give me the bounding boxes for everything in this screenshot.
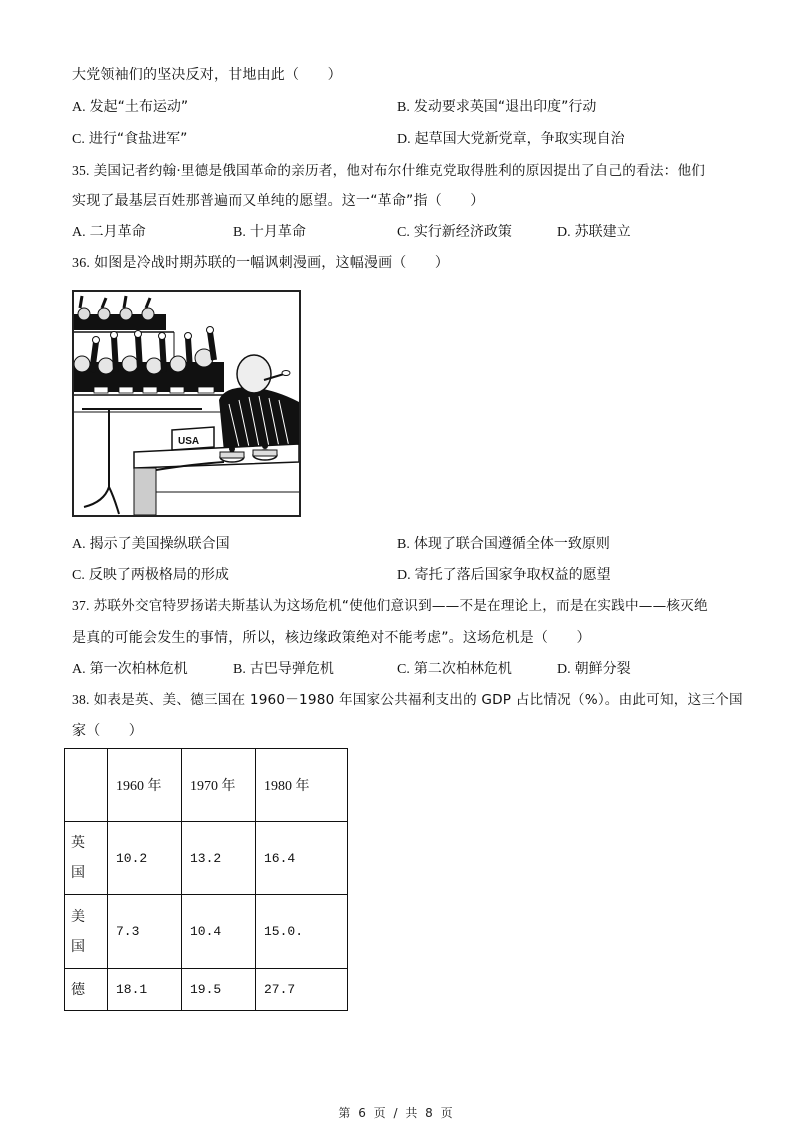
option-text: 第二次柏林危机 [413, 661, 512, 677]
value-cell: 27.7 [256, 969, 348, 1011]
question-number: 35. [72, 163, 90, 178]
option-text: 朝鲜分裂 [574, 661, 631, 677]
stem-text: 美国记者约翰·里德是俄国革命的亲历者，他对布尔什维克党取得胜利的原因提出了自己的看法：他们 [93, 163, 706, 179]
q36-option-d[interactable] [397, 566, 611, 585]
option-letter: A. [72, 225, 86, 240]
option-text: 进行“食盐进军” [88, 131, 188, 147]
option-text: 第一次柏林危机 [89, 661, 188, 677]
option-text: 揭示了美国操纵联合国 [89, 536, 230, 552]
q34-option-a[interactable] [72, 98, 188, 117]
option-text: 发动要求英国“退出印度”行动 [413, 99, 597, 115]
q36-stem [72, 254, 449, 273]
value-cell: 19.5 [182, 969, 256, 1011]
option-letter: D. [397, 132, 411, 147]
value-cell: 10.2 [108, 822, 182, 895]
q35-stem-line1 [72, 162, 705, 180]
country-char: 德 [71, 981, 85, 998]
q35-stem-line2: 实现了最基层百姓那普遍而又单纯的愿望。这一“革命”指（ ） [72, 193, 485, 209]
q34-option-b[interactable] [397, 98, 596, 117]
q36-option-a[interactable] [72, 535, 230, 554]
q37-option-d[interactable] [557, 660, 631, 679]
option-letter: C. [397, 662, 410, 677]
q37-option-a[interactable] [72, 660, 188, 679]
q36-option-b[interactable] [397, 535, 610, 554]
usa-nameplate [172, 427, 214, 450]
option-letter: B. [233, 225, 246, 240]
option-letter: D. [557, 662, 571, 677]
table-header-cell [65, 749, 108, 822]
option-letter: C. [72, 132, 85, 147]
option-text: 发起“土布运动” [89, 99, 189, 115]
q37-stem-line1 [72, 597, 708, 615]
option-letter: A. [72, 662, 86, 677]
table-header-row [65, 749, 348, 822]
option-letter: C. [72, 568, 85, 583]
value-cell: 16.4 [256, 822, 348, 895]
stem-text: 如表是英、美、德三国在 1960－1980 年国家公共福利支出的 GDP 占比情况（%）。由此可知，这三个国 [93, 692, 743, 708]
stem-text: 如图是冷战时期苏联的一幅讽刺漫画，这幅漫画（ ） [94, 255, 450, 271]
option-text: 实行新经济政策 [413, 224, 512, 240]
q34-option-c[interactable] [72, 130, 187, 149]
option-letter: B. [397, 100, 410, 115]
country-cell [65, 895, 108, 969]
q35-option-a[interactable] [72, 223, 146, 242]
q34-option-d[interactable] [397, 130, 625, 149]
q35-option-d[interactable] [557, 223, 631, 242]
stem-text: 苏联外交官特罗扬诺夫斯基认为这场危机“使他们意识到——不是在理论上，而是在实践中——核灭绝 [93, 598, 708, 614]
option-text: 起草国大党新党章，争取实现自治 [414, 131, 625, 147]
value-cell: 13.2 [182, 822, 256, 895]
option-text: 二月革命 [89, 224, 146, 240]
q37-stem-line2: 是真的可能会发生的事情，所以，核边缘政策绝对不能考虑”。这场危机是（ ） [72, 630, 591, 646]
q37-option-c[interactable] [397, 660, 512, 679]
q36-option-c[interactable] [72, 566, 229, 585]
question-number: 37. [72, 598, 90, 613]
option-text: 苏联建立 [574, 224, 631, 240]
table-row [65, 895, 348, 969]
option-text: 反映了两极格局的形成 [88, 567, 229, 583]
satirical-cartoon-image [72, 290, 301, 517]
option-text: 十月革命 [249, 224, 306, 240]
option-letter: D. [557, 225, 571, 240]
option-letter: A. [72, 100, 86, 115]
table-row [65, 969, 348, 1011]
option-letter: D. [397, 568, 411, 583]
country-char: 美 [71, 908, 85, 925]
country-char: 国 [71, 938, 85, 955]
country-cell [65, 969, 108, 1011]
option-letter: C. [397, 225, 410, 240]
option-text: 寄托了落后国家争取权益的愿望 [414, 567, 611, 583]
value-cell: 10.4 [182, 895, 256, 969]
q38-stem-line1 [72, 691, 743, 709]
question-number: 38. [72, 692, 90, 707]
option-text: 古巴导弹危机 [249, 661, 334, 677]
value-cell: 7.3 [108, 895, 182, 969]
q35-option-b[interactable] [233, 223, 306, 242]
value-cell: 18.1 [108, 969, 182, 1011]
option-letter: B. [397, 537, 410, 552]
country-char: 国 [71, 865, 85, 881]
country-cell [65, 822, 108, 895]
question-number: 36. [72, 256, 91, 271]
cartoon-illustration [74, 292, 299, 515]
table-header-cell: 1960 年 [108, 749, 182, 822]
option-letter: B. [233, 662, 246, 677]
q34-stem-tail: 大党领袖们的坚决反对，甘地由此（ ） [72, 67, 342, 83]
table-header-cell: 1970 年 [182, 749, 256, 822]
q35-option-c[interactable] [397, 223, 512, 242]
page-footer: 第 6 页 / 共 8 页 [338, 1106, 455, 1120]
table-header-cell: 1980 年 [256, 749, 348, 822]
svg-text:USA: USA [178, 436, 200, 447]
country-char: 英 [71, 835, 85, 851]
option-text: 体现了联合国遵循全体一致原则 [413, 536, 610, 552]
welfare-gdp-table [64, 748, 348, 1011]
table-row [65, 822, 348, 895]
value-cell: 15.0. [256, 895, 348, 969]
option-letter: A. [72, 537, 86, 552]
q38-stem-line2: 家（ ） [72, 723, 143, 739]
q37-option-b[interactable] [233, 660, 334, 679]
